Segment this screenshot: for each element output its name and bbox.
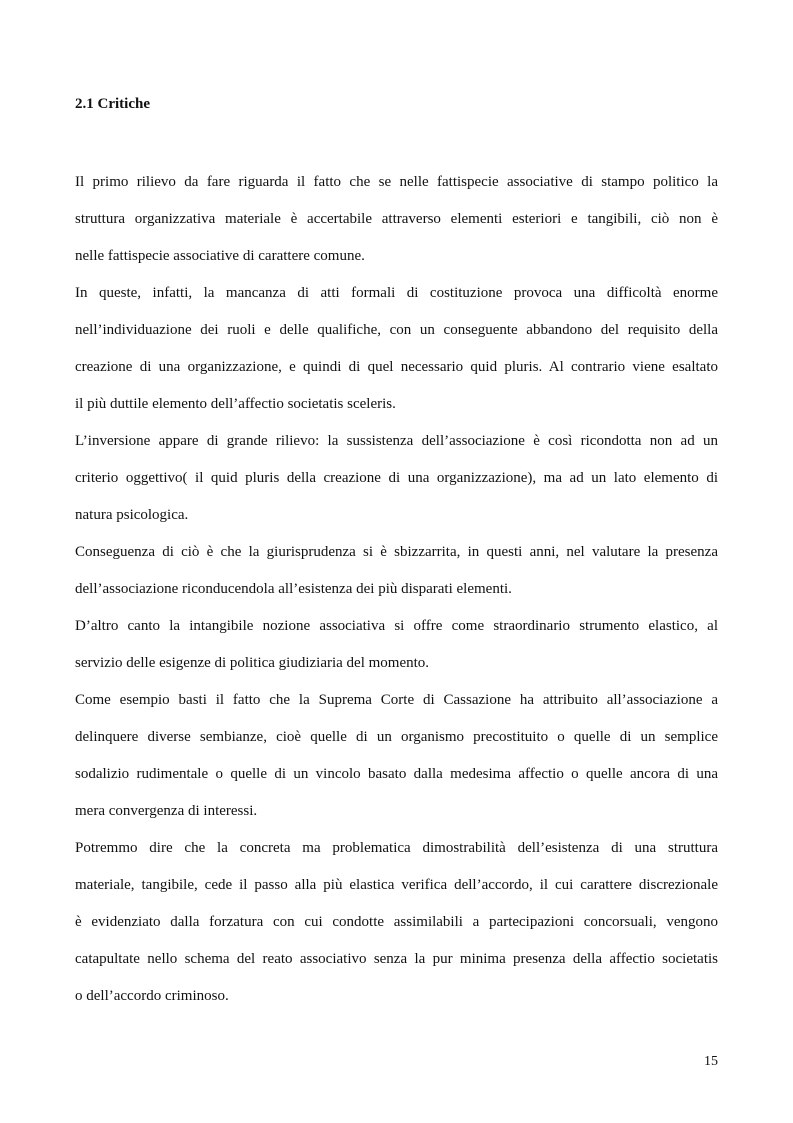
text-line: In queste, infatti, la mancanza di atti formali di costituzione provoca una difficoltà enorme (75, 285, 718, 301)
text-line: dell’associazione riconducendola all’esistenza dei più disparati elementi. (75, 581, 512, 597)
text-line: L’inversione appare di grande rilievo: la sussistenza dell’associazione è così ricondotta non ad un (75, 433, 718, 449)
page-number: 15 (704, 1054, 718, 1069)
text-line: natura psicologica. (75, 507, 189, 523)
text-line: D’altro canto la intangibile nozione associativa si offre come straordinario strumento elastico, al (75, 618, 718, 634)
text-line: mera convergenza di interessi. (75, 803, 258, 819)
text-line: sodalizio rudimentale o quelle di un vincolo basato dalla medesima affectio o quelle ancora di una (75, 766, 718, 782)
text-line: o dell’accordo criminoso. (75, 988, 229, 1004)
text-line: struttura organizzativa materiale è accertabile attraverso elementi esteriori e tangibili, ciò non è (75, 211, 718, 227)
text-line: materiale, tangibile, cede il passo alla più elastica verifica dell’accordo, il cui carattere discrezionale (75, 877, 718, 893)
body-text (75, 164, 718, 1015)
text-line: Il primo rilievo da fare riguarda il fatto che se nelle fattispecie associative di stampo politico la (75, 174, 718, 190)
paragraph-7 (75, 830, 718, 1015)
paragraph-6 (75, 682, 718, 830)
text-line: delinquere diverse sembianze, cioè quelle di un organismo precostituito o quelle di un semplice (75, 729, 718, 745)
text-line: il più duttile elemento dell’affectio societatis sceleris. (75, 396, 396, 412)
text-line: creazione di una organizzazione, e quindi di quel necessario quid pluris. Al contrario viene esaltato (75, 359, 718, 375)
paragraph-5 (75, 608, 718, 682)
text-line: nell’individuazione dei ruoli e delle qualifiche, con un conseguente abbandono del requisito della (75, 322, 718, 338)
text-line: Come esempio basti il fatto che la Suprema Corte di Cassazione ha attribuito all’associazione a (75, 692, 718, 708)
section-heading: 2.1 Critiche (75, 96, 150, 112)
paragraph-1 (75, 164, 718, 275)
text-line: nelle fattispecie associative di carattere comune. (75, 248, 365, 264)
text-line: servizio delle esigenze di politica giudiziaria del momento. (75, 655, 430, 671)
paragraph-4 (75, 534, 718, 608)
paragraph-2 (75, 275, 718, 423)
paragraph-3 (75, 423, 718, 534)
text-line: è evidenziato dalla forzatura con cui condotte assimilabili a partecipazioni concorsuali, vengono (75, 914, 718, 930)
text-line: Potremmo dire che la concreta ma problematica dimostrabilità dell’esistenza di una struttura (75, 840, 718, 856)
text-line: catapultate nello schema del reato associativo senza la pur minima presenza della affectio societatis (75, 951, 718, 967)
text-line: Conseguenza di ciò è che la giurisprudenza si è sbizzarrita, in questi anni, nel valutare la presenza (75, 544, 718, 560)
text-line: criterio oggettivo( il quid pluris della creazione di una organizzazione), ma ad un lato elemento di (75, 470, 718, 486)
